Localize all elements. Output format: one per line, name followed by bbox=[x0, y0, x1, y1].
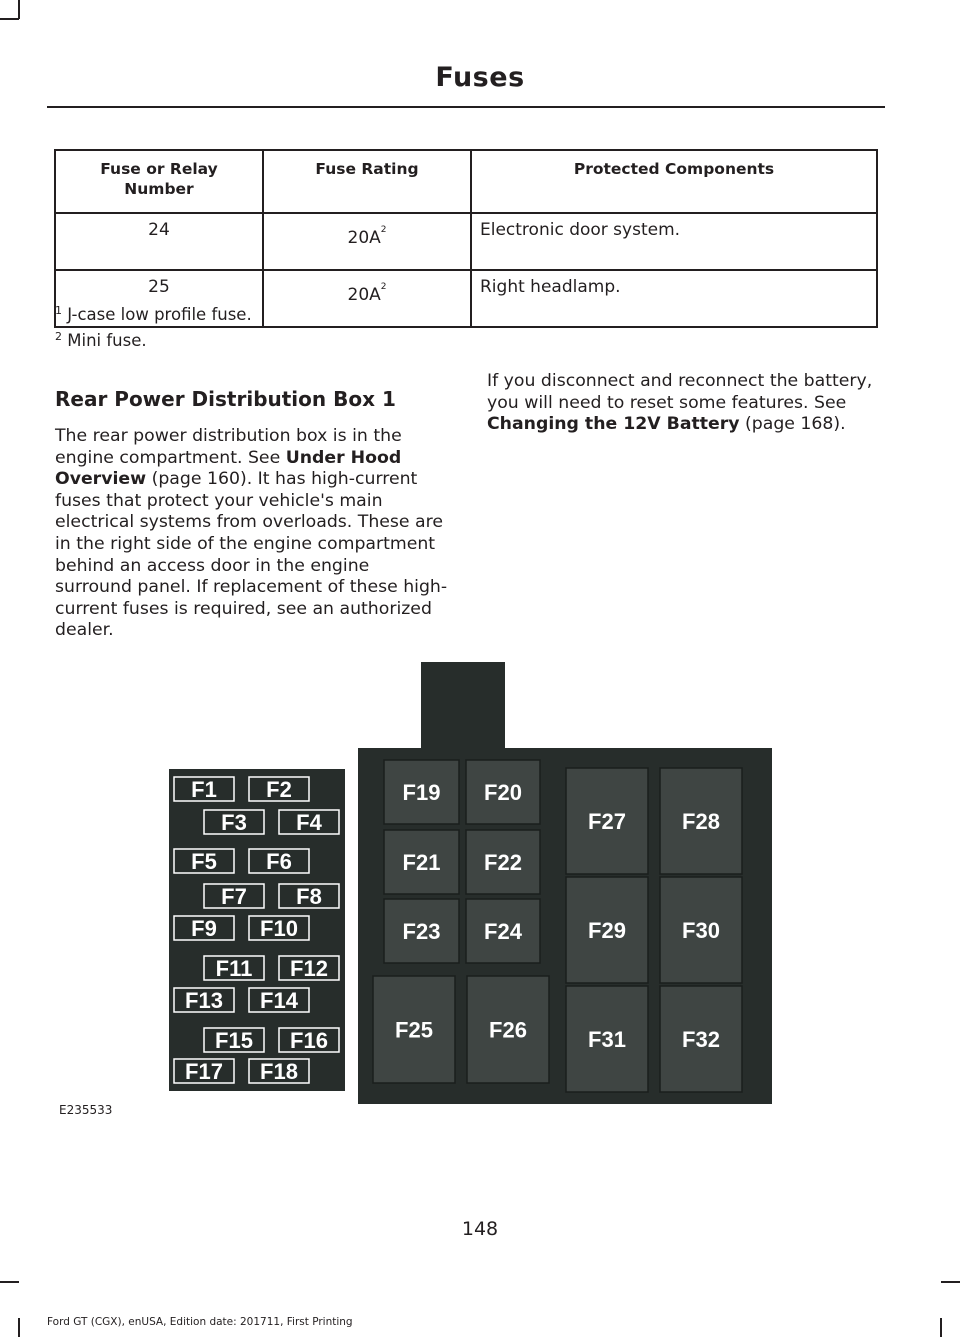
fuse-label: F17 bbox=[185, 1058, 223, 1084]
fuse-f19 bbox=[384, 760, 459, 824]
fuse-f12 bbox=[279, 956, 339, 981]
fuse-f11 bbox=[204, 956, 264, 981]
fuse-f18 bbox=[249, 1059, 309, 1084]
fuse-label: F21 bbox=[402, 849, 441, 875]
fuse-f20 bbox=[466, 760, 540, 824]
fuse-f3 bbox=[204, 810, 264, 835]
fuse-f31 bbox=[566, 986, 648, 1092]
fuse-label: F4 bbox=[296, 809, 322, 835]
rating-value: 20A bbox=[347, 285, 381, 305]
fuse-label: F20 bbox=[484, 779, 522, 805]
fuse-f14 bbox=[249, 988, 309, 1013]
fuse-label: F31 bbox=[588, 1026, 626, 1052]
fuse-label: F15 bbox=[215, 1027, 253, 1053]
footnote-text: Mini fuse. bbox=[67, 331, 147, 350]
column-header-rating: Fuse Rating bbox=[263, 150, 471, 213]
fuse-f29 bbox=[566, 877, 648, 983]
fuse-f2 bbox=[249, 777, 309, 802]
paragraph-text: If you disconnect and reconnect the battery, you will need to reset some features. See bbox=[487, 371, 873, 413]
fuse-label: F24 bbox=[484, 918, 522, 944]
connector-tab bbox=[421, 662, 505, 752]
fuse-label: F19 bbox=[402, 779, 441, 805]
fuse-f9 bbox=[174, 916, 234, 941]
fuse-f15 bbox=[204, 1028, 264, 1053]
fuse-f32 bbox=[660, 986, 742, 1092]
fuse-label: F32 bbox=[682, 1026, 720, 1052]
fuse-f5 bbox=[174, 849, 234, 874]
fuse-f24 bbox=[466, 899, 540, 963]
fuse-f22 bbox=[466, 830, 540, 894]
fuse-label: F2 bbox=[266, 776, 292, 802]
fuse-label: F7 bbox=[221, 883, 247, 909]
fuse-label: F11 bbox=[215, 955, 253, 981]
fuse-f23 bbox=[384, 899, 459, 963]
rating-note: 2 bbox=[380, 225, 387, 235]
fuse-f13 bbox=[174, 988, 234, 1013]
rating-note: 2 bbox=[380, 282, 387, 292]
cross-reference-link[interactable]: Changing the 12V Battery bbox=[487, 414, 740, 435]
column-header-components: Protected Components bbox=[471, 150, 877, 213]
fuse-label: F9 bbox=[191, 915, 217, 941]
cell-component: Electronic door system. bbox=[471, 213, 877, 270]
rating-value: 20A bbox=[347, 228, 381, 248]
fuse-f6 bbox=[249, 849, 309, 874]
fuse-label: F8 bbox=[296, 883, 322, 909]
fuse-f16 bbox=[279, 1028, 339, 1053]
fuse-f8 bbox=[279, 884, 339, 909]
paragraph-text: (page 168). bbox=[739, 414, 846, 435]
fuse-label: F30 bbox=[682, 917, 720, 943]
fuse-label: F22 bbox=[484, 849, 522, 875]
fuse-label: F26 bbox=[489, 1017, 527, 1043]
fuse-label: F29 bbox=[588, 917, 626, 943]
fuse-f27 bbox=[566, 768, 648, 874]
fuse-label: F28 bbox=[682, 808, 720, 834]
footnote-mark: 2 bbox=[55, 330, 62, 343]
fuse-label: F27 bbox=[588, 808, 626, 834]
paragraph-text: The rear power distribution box is in the engine compartment. See bbox=[55, 426, 402, 468]
fuse-f1 bbox=[174, 777, 234, 802]
fuse-label: F3 bbox=[221, 809, 247, 835]
column-header-number: Fuse or Relay Number bbox=[55, 150, 263, 213]
fuse-label: F1 bbox=[191, 776, 217, 802]
cell-component: Right headlamp. bbox=[471, 270, 877, 327]
fuse-label: F10 bbox=[260, 915, 298, 941]
fuse-f30 bbox=[660, 877, 742, 983]
paragraph-text: (page 160). It has high-current fuses that protect your vehicle's main electrical systems from overloads. These are in the right side of the engine compartment behind an access door in the engine surround panel. If replacement of these high-current fuses is required, see an authorized dealer. bbox=[55, 469, 448, 641]
footnote-mark: 1 bbox=[55, 304, 62, 317]
fuse-label: F12 bbox=[290, 955, 328, 981]
cell-number: 24 bbox=[55, 213, 263, 270]
fuse-label: F6 bbox=[266, 848, 292, 874]
page-number: 148 bbox=[461, 1218, 499, 1240]
fuse-f7 bbox=[204, 884, 264, 909]
fuse-label: F18 bbox=[260, 1058, 298, 1084]
fuse-f25 bbox=[373, 976, 455, 1083]
footnote-text: J-case low profile fuse. bbox=[67, 305, 252, 324]
fuse-label: F16 bbox=[290, 1027, 328, 1053]
fuse-label: F14 bbox=[260, 987, 298, 1013]
image-code: E235533 bbox=[59, 1103, 113, 1117]
fuse-label: F13 bbox=[185, 987, 223, 1013]
fuse-f4 bbox=[279, 810, 339, 835]
page-title: Fuses bbox=[435, 62, 525, 93]
fuse-label: F25 bbox=[395, 1017, 433, 1043]
cross-reference-link[interactable]: Under Hood Overview bbox=[55, 447, 402, 490]
fuse-f26 bbox=[467, 976, 549, 1083]
fuse-f28 bbox=[660, 768, 742, 874]
fuse-f21 bbox=[384, 830, 459, 894]
edition-footer: Ford GT (CGX), enUSA, Edition date: 201711, First Printing bbox=[47, 1316, 353, 1328]
fuse-f10 bbox=[249, 916, 309, 941]
cell-number: 25 bbox=[55, 270, 263, 327]
fuse-label: F5 bbox=[191, 848, 217, 874]
section-heading: Rear Power Distribution Box 1 bbox=[55, 387, 396, 411]
fuse-label: F23 bbox=[402, 918, 441, 944]
fuse-f17 bbox=[174, 1059, 234, 1084]
